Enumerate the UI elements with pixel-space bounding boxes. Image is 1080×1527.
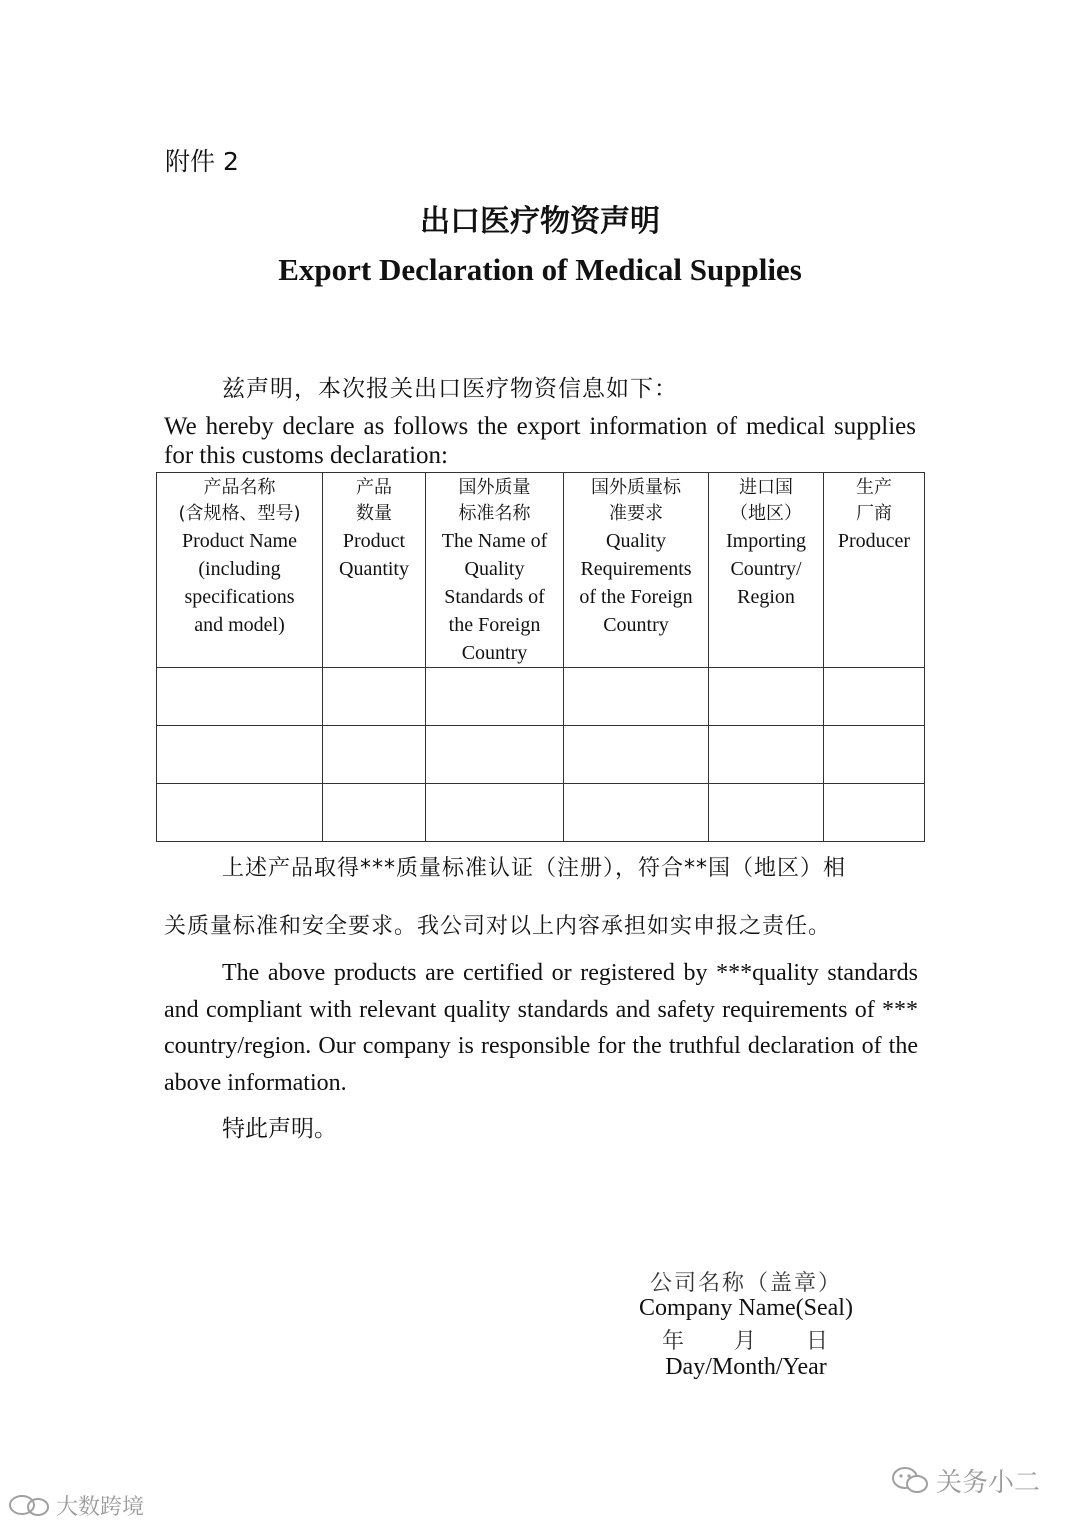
watermark-left-text: 大数跨境 xyxy=(56,1495,145,1520)
header-producer xyxy=(824,473,925,668)
header-product-quantity-en: Product Quantity xyxy=(339,530,409,580)
header-product-quantity-cn: 产品 数量 xyxy=(356,477,392,524)
table-cell[interactable] xyxy=(426,726,564,784)
statement-english: The above products are certified or registered by ***quality standards and compliant with relevant quality standards and safety requirements of *** country/region. Our company is responsible for the truthful declaration of the above information. xyxy=(164,960,918,1096)
watermark-right-text: 关务小二 xyxy=(936,1468,1041,1498)
table-cell[interactable] xyxy=(564,784,709,842)
statement-chinese-line-1: 上述产品取得***质量标准认证（注册），符合**国（地区）相 xyxy=(222,856,847,881)
table-cell[interactable] xyxy=(564,726,709,784)
chat-bubble-icon xyxy=(8,1493,52,1519)
table-row xyxy=(157,784,925,842)
header-importing-country-cn: 进口国 （地区） xyxy=(730,477,802,524)
header-foreign-quality-requirements-cn: 国外质量标 准要求 xyxy=(591,477,681,524)
header-foreign-quality-requirements xyxy=(564,473,709,668)
header-importing-country xyxy=(709,473,824,668)
closing-statement: 特此声明。 xyxy=(222,1116,337,1142)
signature-company-cn: 公司名称（盖章） xyxy=(649,1271,842,1296)
header-product-name xyxy=(157,473,323,668)
attachment-label: 附件 2 xyxy=(165,147,239,176)
header-product-name-en: Product Name (including specifications and model) xyxy=(182,530,297,636)
table-header-row xyxy=(157,473,925,668)
title-english: Export Declaration of Medical Supplies xyxy=(278,252,802,287)
table-cell[interactable] xyxy=(824,668,925,726)
wechat-icon xyxy=(890,1465,930,1497)
watermark-left xyxy=(8,1490,144,1521)
header-producer-en: Producer xyxy=(837,530,911,552)
header-product-quantity xyxy=(323,473,426,668)
table-row xyxy=(157,726,925,784)
header-product-name-cn: 产品名称 (含规格、型号) xyxy=(178,477,301,524)
header-foreign-standard-name xyxy=(426,473,564,668)
intro-english: We hereby declare as follows the export information of medical supplies for this customs declaration: xyxy=(164,413,916,469)
table-cell[interactable] xyxy=(157,668,323,726)
table-cell[interactable] xyxy=(157,726,323,784)
signature-date-cn: 年 月 日 xyxy=(661,1329,830,1354)
header-foreign-quality-requirements-en: Quality Requirements of the Foreign Country xyxy=(579,530,693,636)
table-cell[interactable] xyxy=(824,784,925,842)
table-cell[interactable] xyxy=(824,726,925,784)
signature-date-en: Day/Month/Year xyxy=(665,1354,827,1380)
table-cell[interactable] xyxy=(709,668,824,726)
title-chinese: 出口医疗物资声明 xyxy=(420,204,660,239)
table-cell[interactable] xyxy=(564,668,709,726)
table-row xyxy=(157,668,925,726)
table-cell[interactable] xyxy=(426,668,564,726)
table-cell[interactable] xyxy=(323,784,426,842)
header-foreign-standard-name-en: The Name of Quality Standards of the Foreign Country xyxy=(441,530,548,664)
table-cell[interactable] xyxy=(323,668,426,726)
watermark-right xyxy=(890,1462,1040,1499)
table-cell[interactable] xyxy=(709,726,824,784)
header-foreign-standard-name-cn: 国外质量 标准名称 xyxy=(458,477,531,524)
statement-chinese-line-2: 关质量标准和安全要求。我公司对以上内容承担如实申报之责任。 xyxy=(164,914,832,939)
table-cell[interactable] xyxy=(426,784,564,842)
header-producer-cn: 生产 厂商 xyxy=(856,477,892,524)
header-importing-country-en: Importing Country/ Region xyxy=(726,530,806,608)
table-cell[interactable] xyxy=(323,726,426,784)
table-cell[interactable] xyxy=(709,784,824,842)
declaration-table xyxy=(156,472,925,842)
signature-company-en: Company Name(Seal) xyxy=(639,1295,853,1321)
table-cell[interactable] xyxy=(157,784,323,842)
intro-chinese: 兹声明，本次报关出口医疗物资信息如下： xyxy=(222,376,678,402)
